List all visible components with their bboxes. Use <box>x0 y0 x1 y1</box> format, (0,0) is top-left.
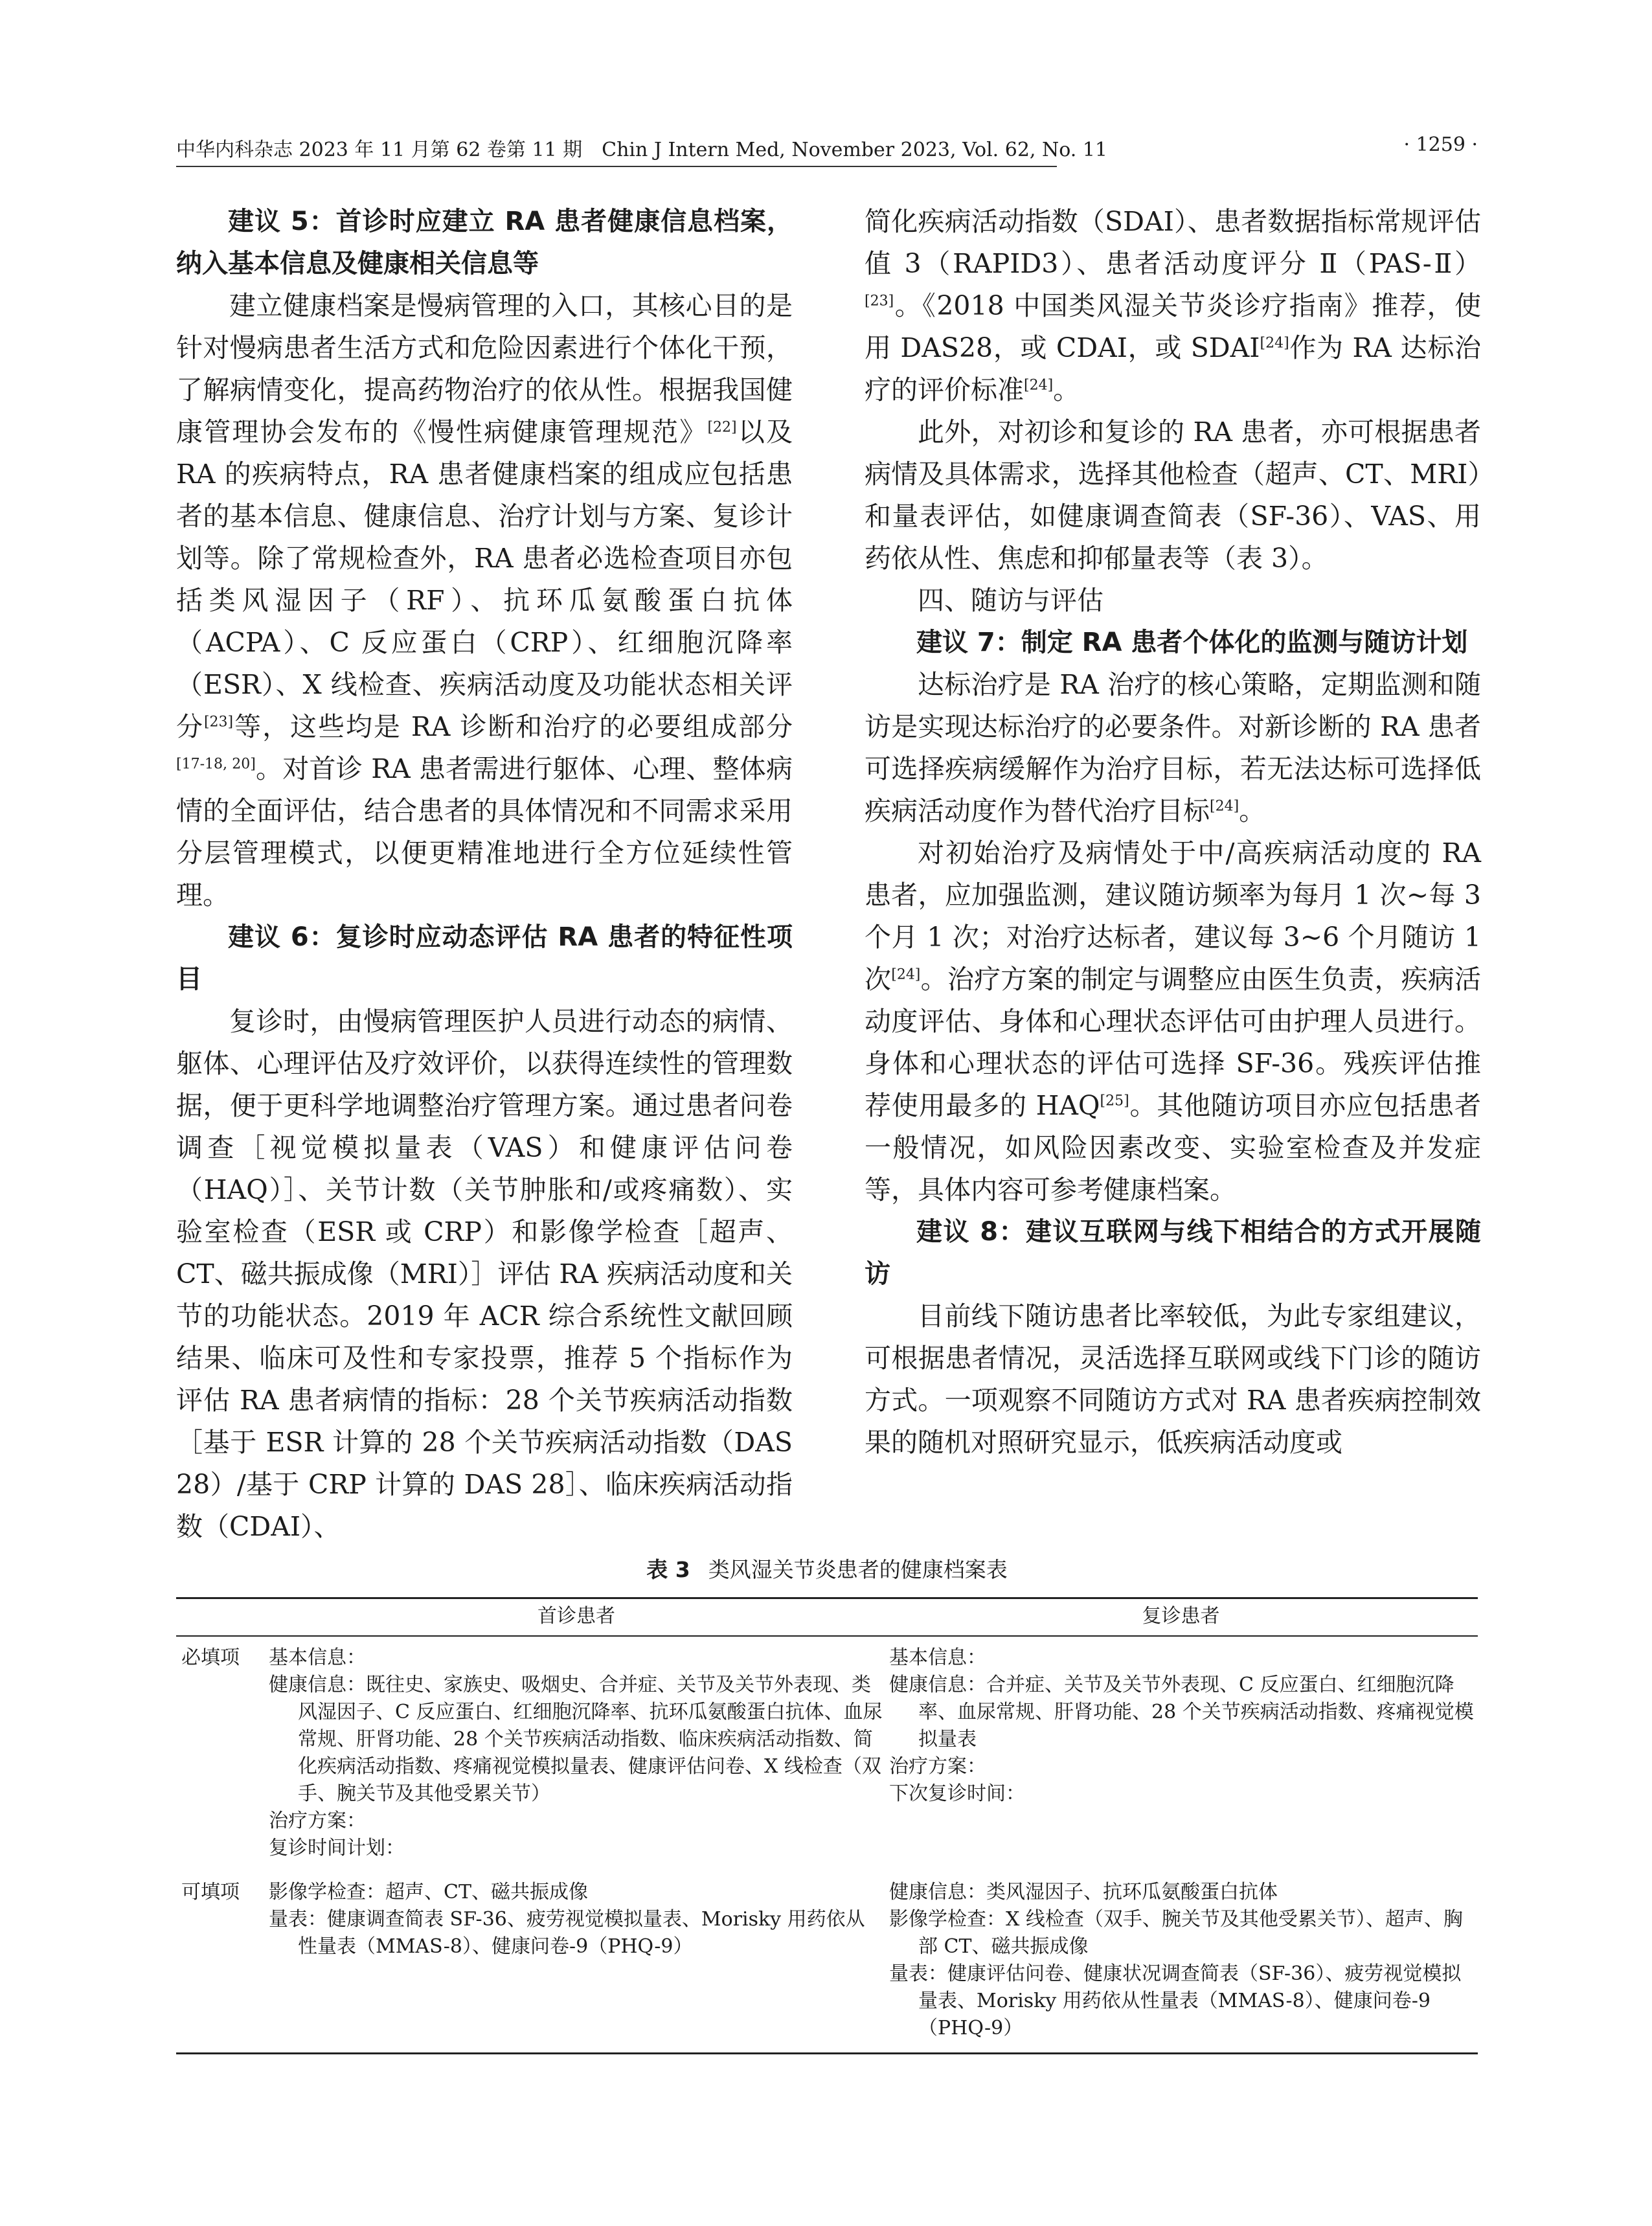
paragraph <box>865 580 1481 622</box>
text-run: 四、随访与评估 <box>918 585 1103 616</box>
running-header <box>176 133 1478 166</box>
section-heading: 建议 8：建议互联网与线下相结合的方式开展随访 <box>865 1217 1481 1289</box>
table-entry: 量表：健康调查简表 SF-36、疲劳视觉模拟量表、Morisky 用药依从性量表（MMAS-8）、健康问卷-9（PHQ-9） <box>269 1908 865 1958</box>
required-first-visit <box>269 1636 884 1879</box>
table-entry: 基本信息： <box>269 1646 366 1669</box>
section-heading: 建议 6：复诊时应动态评估 RA 患者的特征性项目 <box>176 922 793 994</box>
table-entry: 影像学检查：超声、CT、磁共振成像 <box>269 1881 588 1903</box>
text-run: 复诊时，由慢病管理医护人员进行动态的病情、躯体、心理评估及疗效评价，以获得连续性的管理数据，便于更科学地调整治疗管理方案。通过患者问卷调查［视觉模拟量表（VAS）和健康评估问卷（HAQ）］、关节计数（关节肿胀和/或疼痛数）、实验室检查（ESR 或 CRP）和影像学检查［超声、CT、磁共振成像（MRI）］评估 RA 疾病活动度和关节的功能状态。2019 年 ACR 综合系统性文献回顾结果、临床可及性和专家投票，推荐 5 个指标作为评估 RA 患者病情的指标：28 个关节疾病活动指数［基于 ESR 计算的 28 个关节疾病活动指数（DAS 28）/基于 CRP 计算的 DAS 28］、临床疾病活动指数（CDAI）、 <box>176 1006 793 1542</box>
row-label-required: 必填项 <box>181 1646 240 1669</box>
table-row-required <box>176 1636 1478 1879</box>
citation-ref: [24] <box>1024 377 1054 394</box>
citation-ref: [25] <box>1100 1093 1129 1109</box>
health-record-table <box>176 1597 1478 2054</box>
text-run: 。 <box>1239 795 1266 826</box>
citation-ref: [23] <box>865 293 894 310</box>
table-entry: 复诊时间计划： <box>269 1837 405 1859</box>
table-entry: 影像学检查：X 线检查（双手、腕关节及其他受累关节）、超声、胸部 CT、磁共振成像 <box>889 1908 1463 1958</box>
citation-ref: [24] <box>1210 798 1239 815</box>
table-row-optional <box>176 1879 1478 2054</box>
paragraph <box>865 411 1481 580</box>
text-run: 等，这些均是 RA 诊断和治疗的必要组成部分 <box>233 711 793 742</box>
table-title: 类风湿关节炎患者的健康档案表 <box>708 1557 1008 1582</box>
text-run: 建立健康档案是慢病管理的入口，其核心目的是针对慢病患者生活方式和危险因素进行个体化干预，了解病情变化，提高药物治疗的依从性。根据我国健康管理协会发布的《慢性病健康管理规范》 <box>176 290 793 448</box>
optional-follow-up <box>884 1879 1478 2054</box>
text-run: 。其他随访项目亦应包括患者一般情况，如风险因素改变、实验室检查及并发症等，具体内容可参考健康档案。 <box>865 1090 1481 1205</box>
paragraph <box>176 285 793 916</box>
text-run: 简化疾病活动指数（SDAI）、患者数据指标常规评估值 3（RAPID3）、患者活动度评分 Ⅱ（PAS-Ⅱ） <box>865 206 1481 279</box>
table-entry: 治疗方案： <box>889 1755 986 1778</box>
text-run: 。治疗方案的制定与调整应由医生负责，疾病活动度评估、身体和心理状态评估可由护理人员进行。身体和心理状态的评估可选择 SF-36。残疾评估推荐使用最多的 HAQ <box>865 964 1482 1121</box>
text-run: 。 <box>1053 374 1080 405</box>
section-heading: 建议 5：首诊时应建立 RA 患者健康信息档案，纳入基本信息及健康相关信息等 <box>176 207 793 278</box>
paragraph-continued <box>865 201 1481 411</box>
table-entry: 健康信息：合并症、关节及关节外表现、C 反应蛋白、红细胞沉降率、血尿常规、肝肾功能、28 个关节疾病活动指数、疼痛视觉模拟量表 <box>889 1674 1474 1751</box>
text-run: 作为 RA 达标治疗的评价标准 <box>865 332 1482 405</box>
text-run: 目前线下随访患者比率较低，为此专家组建议，可根据患者情况，灵活选择互联网或线下门诊的随访方式。一项观察不同随访方式对 RA 患者疾病控制效果的随机对照研究显示，低疾病活动度或 <box>865 1300 1481 1458</box>
paragraph <box>865 832 1481 1211</box>
citation-ref: [24] <box>1260 335 1289 352</box>
table-entry: 下次复诊时间： <box>889 1782 1025 1805</box>
text-run: 。《2018 中国类风湿关节炎诊疗指南》推荐，使用 DAS28，或 CDAI，或 SDAI <box>865 290 1481 363</box>
col-header-first-visit: 首诊患者 <box>269 1598 884 1637</box>
row-label-optional: 可填项 <box>176 1879 269 2054</box>
journal-citation: 中华内科杂志 2023 年 11 月第 62 卷第 11 期 Chin J Intern Med, November 2023, Vol. 62, No. 11 <box>176 139 1108 161</box>
text-run: 以及 RA 的疾病特点，RA 患者健康档案的组成应包括患者的基本信息、健康信息、治疗计划与方案、复诊计划等。除了常规检查外，RA 患者必选检查项目亦包括类风湿因子（RF）、抗环瓜氨酸蛋白抗体（ACPA）、C 反应蛋白（CRP）、红细胞沉降率（ESR）、X 线检查、疾病活动度及功能状态相关评分 <box>176 416 793 742</box>
citation-ref: [24] <box>891 966 921 983</box>
section-heading: 建议 7：制定 RA 患者个体化的监测与随访计划 <box>916 628 1468 657</box>
table-label: 表 3 <box>646 1557 690 1582</box>
table-entry: 量表：健康评估问卷、健康状况调查简表（SF-36）、疲劳视觉模拟量表、Morisky 用药依从性量表（MMAS-8）、健康问卷-9（PHQ-9） <box>889 1962 1462 2039</box>
optional-first-visit <box>269 1879 884 2054</box>
paragraph <box>176 1001 793 1548</box>
table-entry: 健康信息：既往史、家族史、吸烟史、合并症、关节及关节外表现、类风湿因子、C 反应蛋白、红细胞沉降率、抗环瓜氨酸蛋白抗体、血尿常规、肝肾功能、28 个关节疾病活动指数、临床疾病活动指数、简化疾病活动指数、疼痛视觉模拟量表、健康评估问卷、X 线检查（双手、腕关节及其他受累关节） <box>269 1674 883 1805</box>
col-header-follow-up: 复诊患者 <box>884 1598 1478 1637</box>
table-entry: 治疗方案： <box>269 1810 366 1832</box>
table-caption <box>176 1553 1478 1584</box>
citation-ref: [23] <box>203 714 234 731</box>
left-column <box>176 201 793 1548</box>
text-run: 。对首诊 RA 患者需进行躯体、心理、整体病情的全面评估，结合患者的具体情况和不同需求采用分层管理模式，以便更精准地进行全方位延续性管理。 <box>176 753 793 911</box>
required-follow-up <box>884 1636 1478 1879</box>
paragraph <box>865 664 1481 832</box>
header-rule <box>176 166 1057 167</box>
table-entry: 基本信息： <box>889 1646 986 1669</box>
text-run: 达标治疗是 RA 治疗的核心策略，定期监测和随访是实现达标治疗的必要条件。对新诊断的 RA 患者可选择疾病缓解作为治疗目标，若无法达标可选择低疾病活动度作为替代治疗目标 <box>865 669 1481 826</box>
table-header-row <box>176 1598 1478 1637</box>
citation-ref: [17-18, 20] <box>176 756 256 773</box>
text-run: 此外，对初诊和复诊的 RA 患者，亦可根据患者病情及具体需求，选择其他检查（超声、CT、MRI）和量表评估，如健康调查简表（SF-36）、VAS、用药依从性、焦虑和抑郁量表等（表 3）。 <box>865 416 1481 574</box>
corner-header <box>176 1598 269 1637</box>
citation-ref: [22] <box>707 419 737 436</box>
right-column <box>865 201 1481 1464</box>
paragraph <box>865 1295 1481 1464</box>
page-number: · 1259 · <box>1403 133 1478 156</box>
table-entry: 健康信息：类风湿因子、抗环瓜氨酸蛋白抗体 <box>889 1881 1278 1903</box>
text-run: 对初始治疗及病情处于中/高疾病活动度的 RA 患者，应加强监测，建议随访频率为每月 1 次~每 3 个月 1 次；对治疗达标者，建议每 3~6 个月随访 1 次 <box>865 837 1481 995</box>
